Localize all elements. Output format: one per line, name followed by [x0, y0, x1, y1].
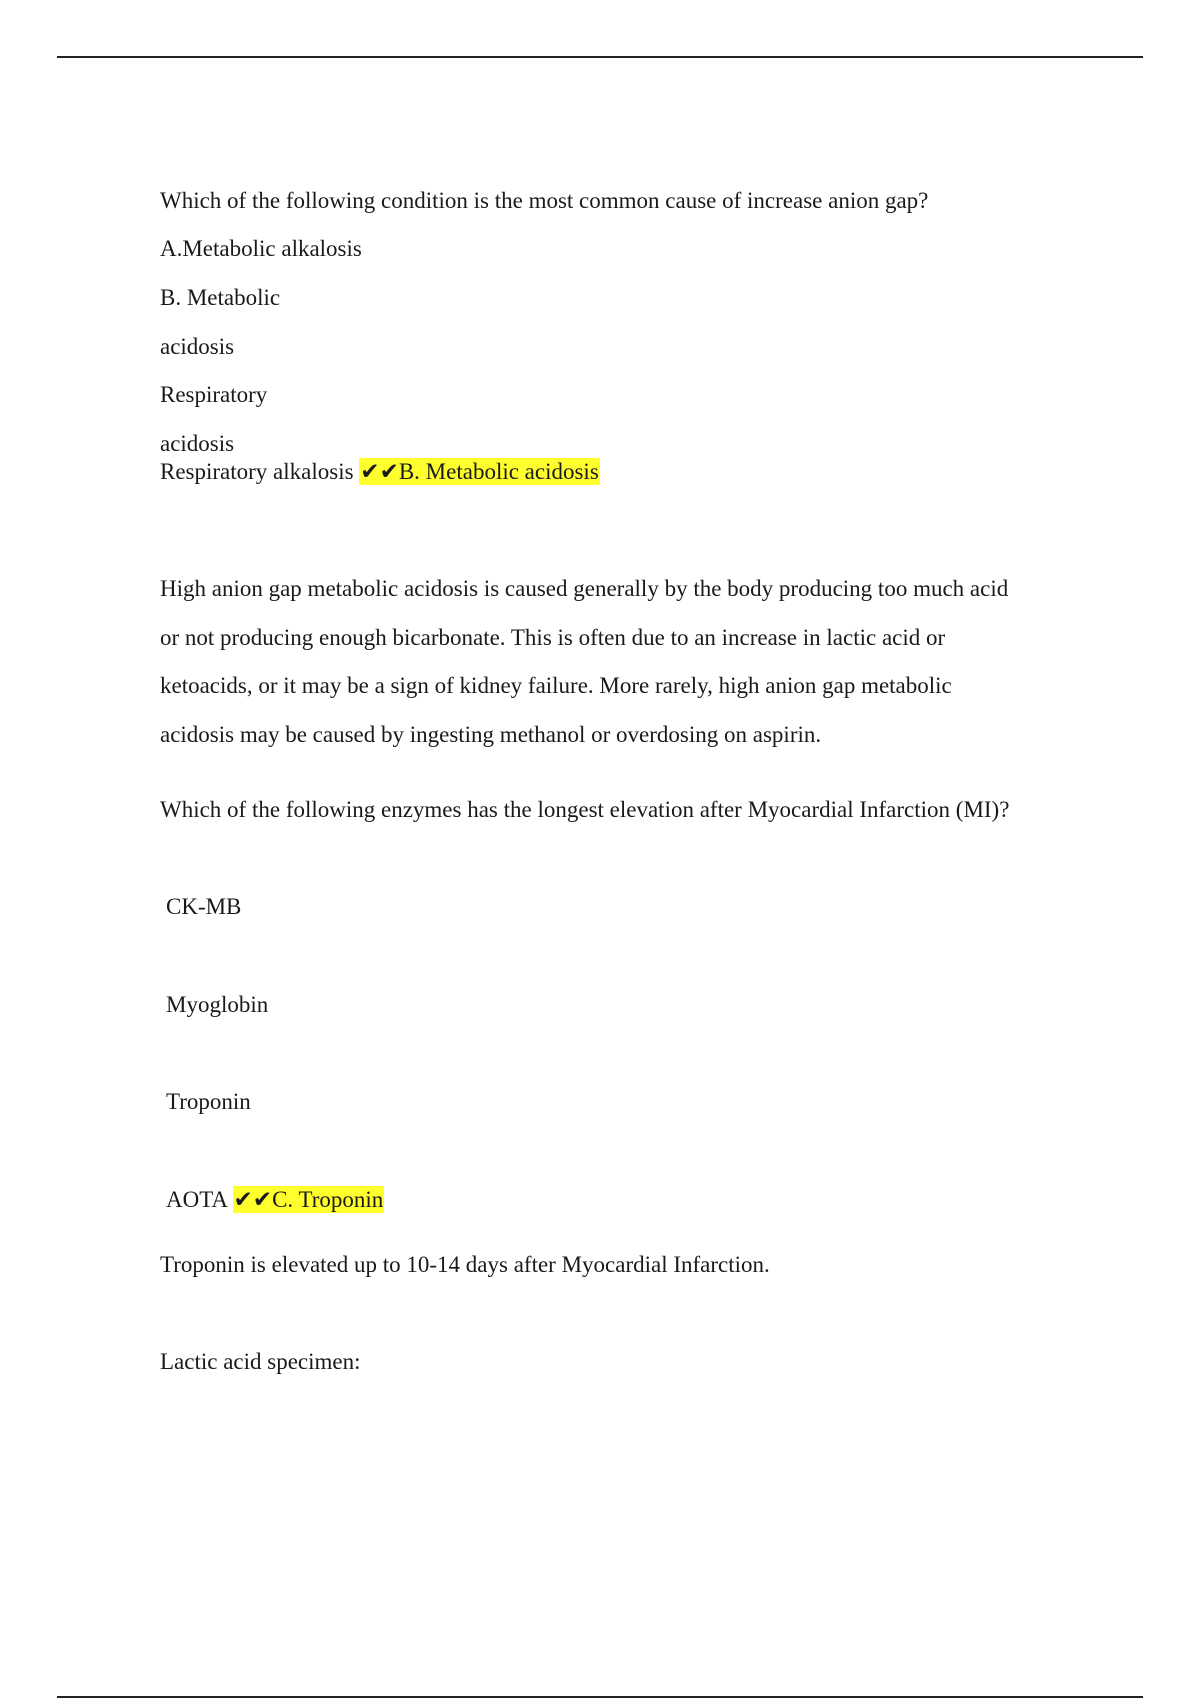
q2-option-3: Troponin	[166, 1089, 251, 1114]
header-rule	[57, 56, 1143, 58]
q1-option-a: A.Metabolic alkalosis	[160, 236, 362, 261]
q2-option-4: AOTA	[166, 1187, 227, 1212]
q1-option-b-line1: B. Metabolic	[160, 285, 281, 310]
q2-question: Which of the following enzymes has the longest elevation after Myocardial Infarction (MI)?	[160, 797, 1010, 822]
q2-last-line	[166, 1186, 384, 1214]
q1-option-b-line2: acidosis	[160, 334, 235, 359]
q1-question: Which of the following condition is the most common cause of increase anion gap?	[160, 188, 929, 213]
q1-option-c-line1: Respiratory	[160, 382, 268, 407]
q3-question: Lactic acid specimen:	[160, 1349, 361, 1374]
explanation1-line-1: High anion gap metabolic acidosis is caused generally by the body producing too much acid	[160, 576, 1009, 601]
q2-option-1: CK-MB	[166, 894, 242, 919]
explanation1-line-2: or not producing enough bicarbonate. This is often due to an increase in lactic acid or	[160, 625, 946, 650]
explanation1-line-3: ketoacids, or it may be a sign of kidney failure. More rarely, high anion gap metabolic	[160, 673, 952, 698]
q1-answer-highlight: ✔✔B. Metabolic acidosis	[360, 459, 599, 484]
explanation2: Troponin is elevated up to 10-14 days after Myocardial Infarction.	[160, 1252, 770, 1277]
q2-option-2: Myoglobin	[166, 992, 269, 1017]
q2-answer-highlight: ✔✔C. Troponin	[233, 1187, 384, 1212]
footer-rule	[57, 1696, 1143, 1698]
q1-option-c-line2: acidosis	[160, 431, 235, 456]
q1-option-d: Respiratory alkalosis	[160, 459, 354, 484]
q1-last-line	[160, 458, 600, 486]
explanation1-line-4: acidosis may be caused by ingesting methanol or overdosing on aspirin.	[160, 722, 822, 747]
